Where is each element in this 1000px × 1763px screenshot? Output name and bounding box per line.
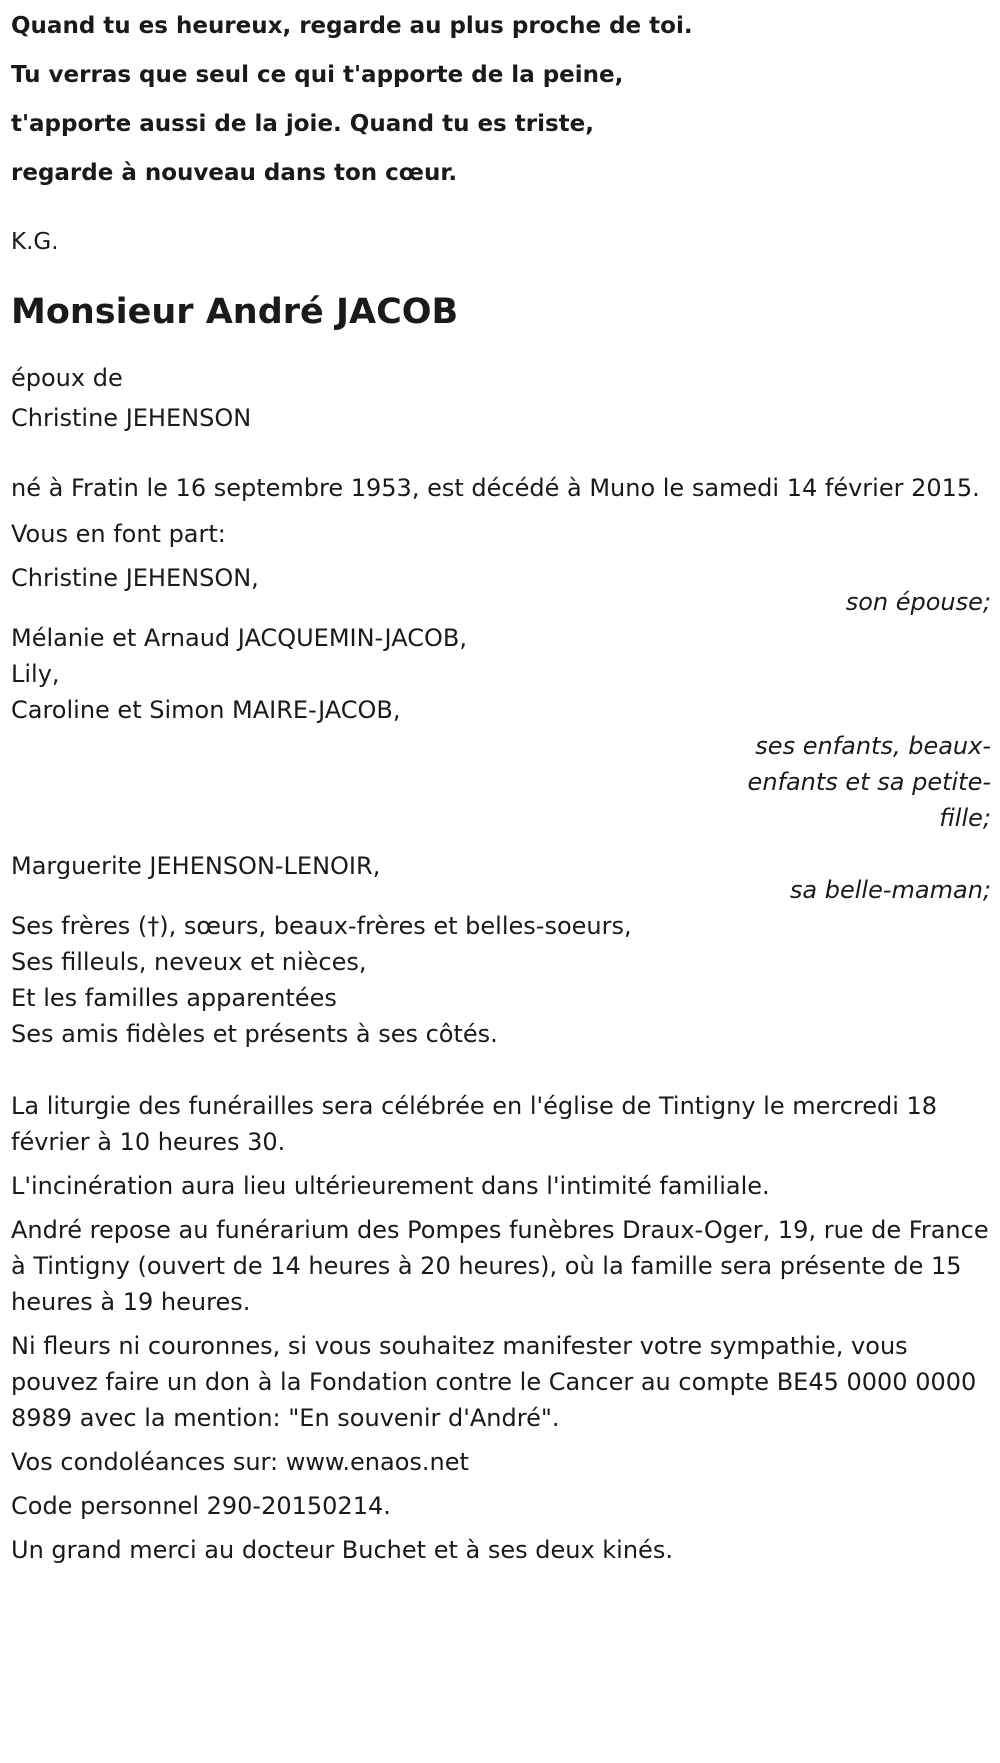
deceased-name: Monsieur André JACOB: [11, 292, 459, 332]
donation-text: Ni fleurs ni couronnes, si vous souhaitez manifester votre sympathie, vous pouvez faire un don à la Fondation contre le Cancer au compte BE45 0000 0000 8989 avec la mention: "En souvenir d'André".: [11, 1332, 977, 1432]
family-group-spouse: [11, 558, 991, 620]
condolences-text: Vos condoléances sur: www.enaos.net: [11, 1448, 469, 1476]
quote-line: t'apporte aussi de la joie. Quand tu es triste,: [11, 111, 594, 137]
relatives-line: Et les familles apparentées: [11, 984, 337, 1012]
quote-line: Quand tu es heureux, regarde au plus proche de toi.: [11, 13, 693, 39]
family-name: Mélanie et Arnaud JACQUEMIN-JACOB,: [11, 624, 467, 652]
funeral-details: [11, 1088, 991, 1568]
relatives-line: Ses filleuls, neveux et nièces,: [11, 948, 367, 976]
quote-line: Tu verras que seul ce qui t'apporte de la peine,: [11, 62, 624, 88]
spouse-section: [11, 358, 991, 438]
cremation-text: L'incinération aura lieu ultérieurement dans l'intimité familiale.: [11, 1172, 770, 1200]
quote-line: regarde à nouveau dans ton cœur.: [11, 160, 458, 186]
family-name: Christine JEHENSON,: [11, 564, 259, 592]
family-role: sa belle-maman;: [789, 876, 991, 904]
spouse-intro: époux de: [11, 364, 123, 392]
family-role: ses enfants, beaux-enfants et sa petite-fille;: [747, 732, 991, 832]
birth-death-text: né à Fratin le 16 septembre 1953, est décédé à Muno le samedi 14 février 2015.: [11, 474, 980, 502]
spouse-name: Christine JEHENSON: [11, 404, 252, 432]
quote-author: K.G.: [11, 229, 59, 255]
personal-code-text: Code personnel 290-20150214.: [11, 1492, 391, 1520]
other-relatives: [11, 908, 991, 1052]
family-group-children: [11, 620, 991, 836]
family-name: Caroline et Simon MAIRE-JACOB,: [11, 696, 401, 724]
announcement-intro: Vous en font part:: [11, 520, 226, 548]
opening-quote: [11, 0, 991, 198]
relatives-line: Ses frères (†), sœurs, beaux-frères et belles-soeurs,: [11, 912, 632, 940]
relatives-line: Ses amis fidèles et présents à ses côtés.: [11, 1020, 498, 1048]
family-name: Marguerite JEHENSON-LENOIR,: [11, 852, 381, 880]
funerarium-text: André repose au funérarium des Pompes funèbres Draux-Oger, 19, rue de France à Tintigny (ouvert de 14 heures à 20 heures), où la famille sera présente de 15 heures à 19 heures.: [11, 1216, 989, 1316]
family-group-mother-in-law: [11, 846, 991, 908]
family-name: Lily,: [11, 660, 60, 688]
family-role: son épouse;: [845, 588, 991, 616]
liturgy-text: La liturgie des funérailles sera célébrée en l'église de Tintigny le mercredi 18 février à 10 heures 30.: [11, 1092, 938, 1156]
thanks-text: Un grand merci au docteur Buchet et à ses deux kinés.: [11, 1536, 673, 1564]
obituary-content: [11, 0, 991, 1568]
